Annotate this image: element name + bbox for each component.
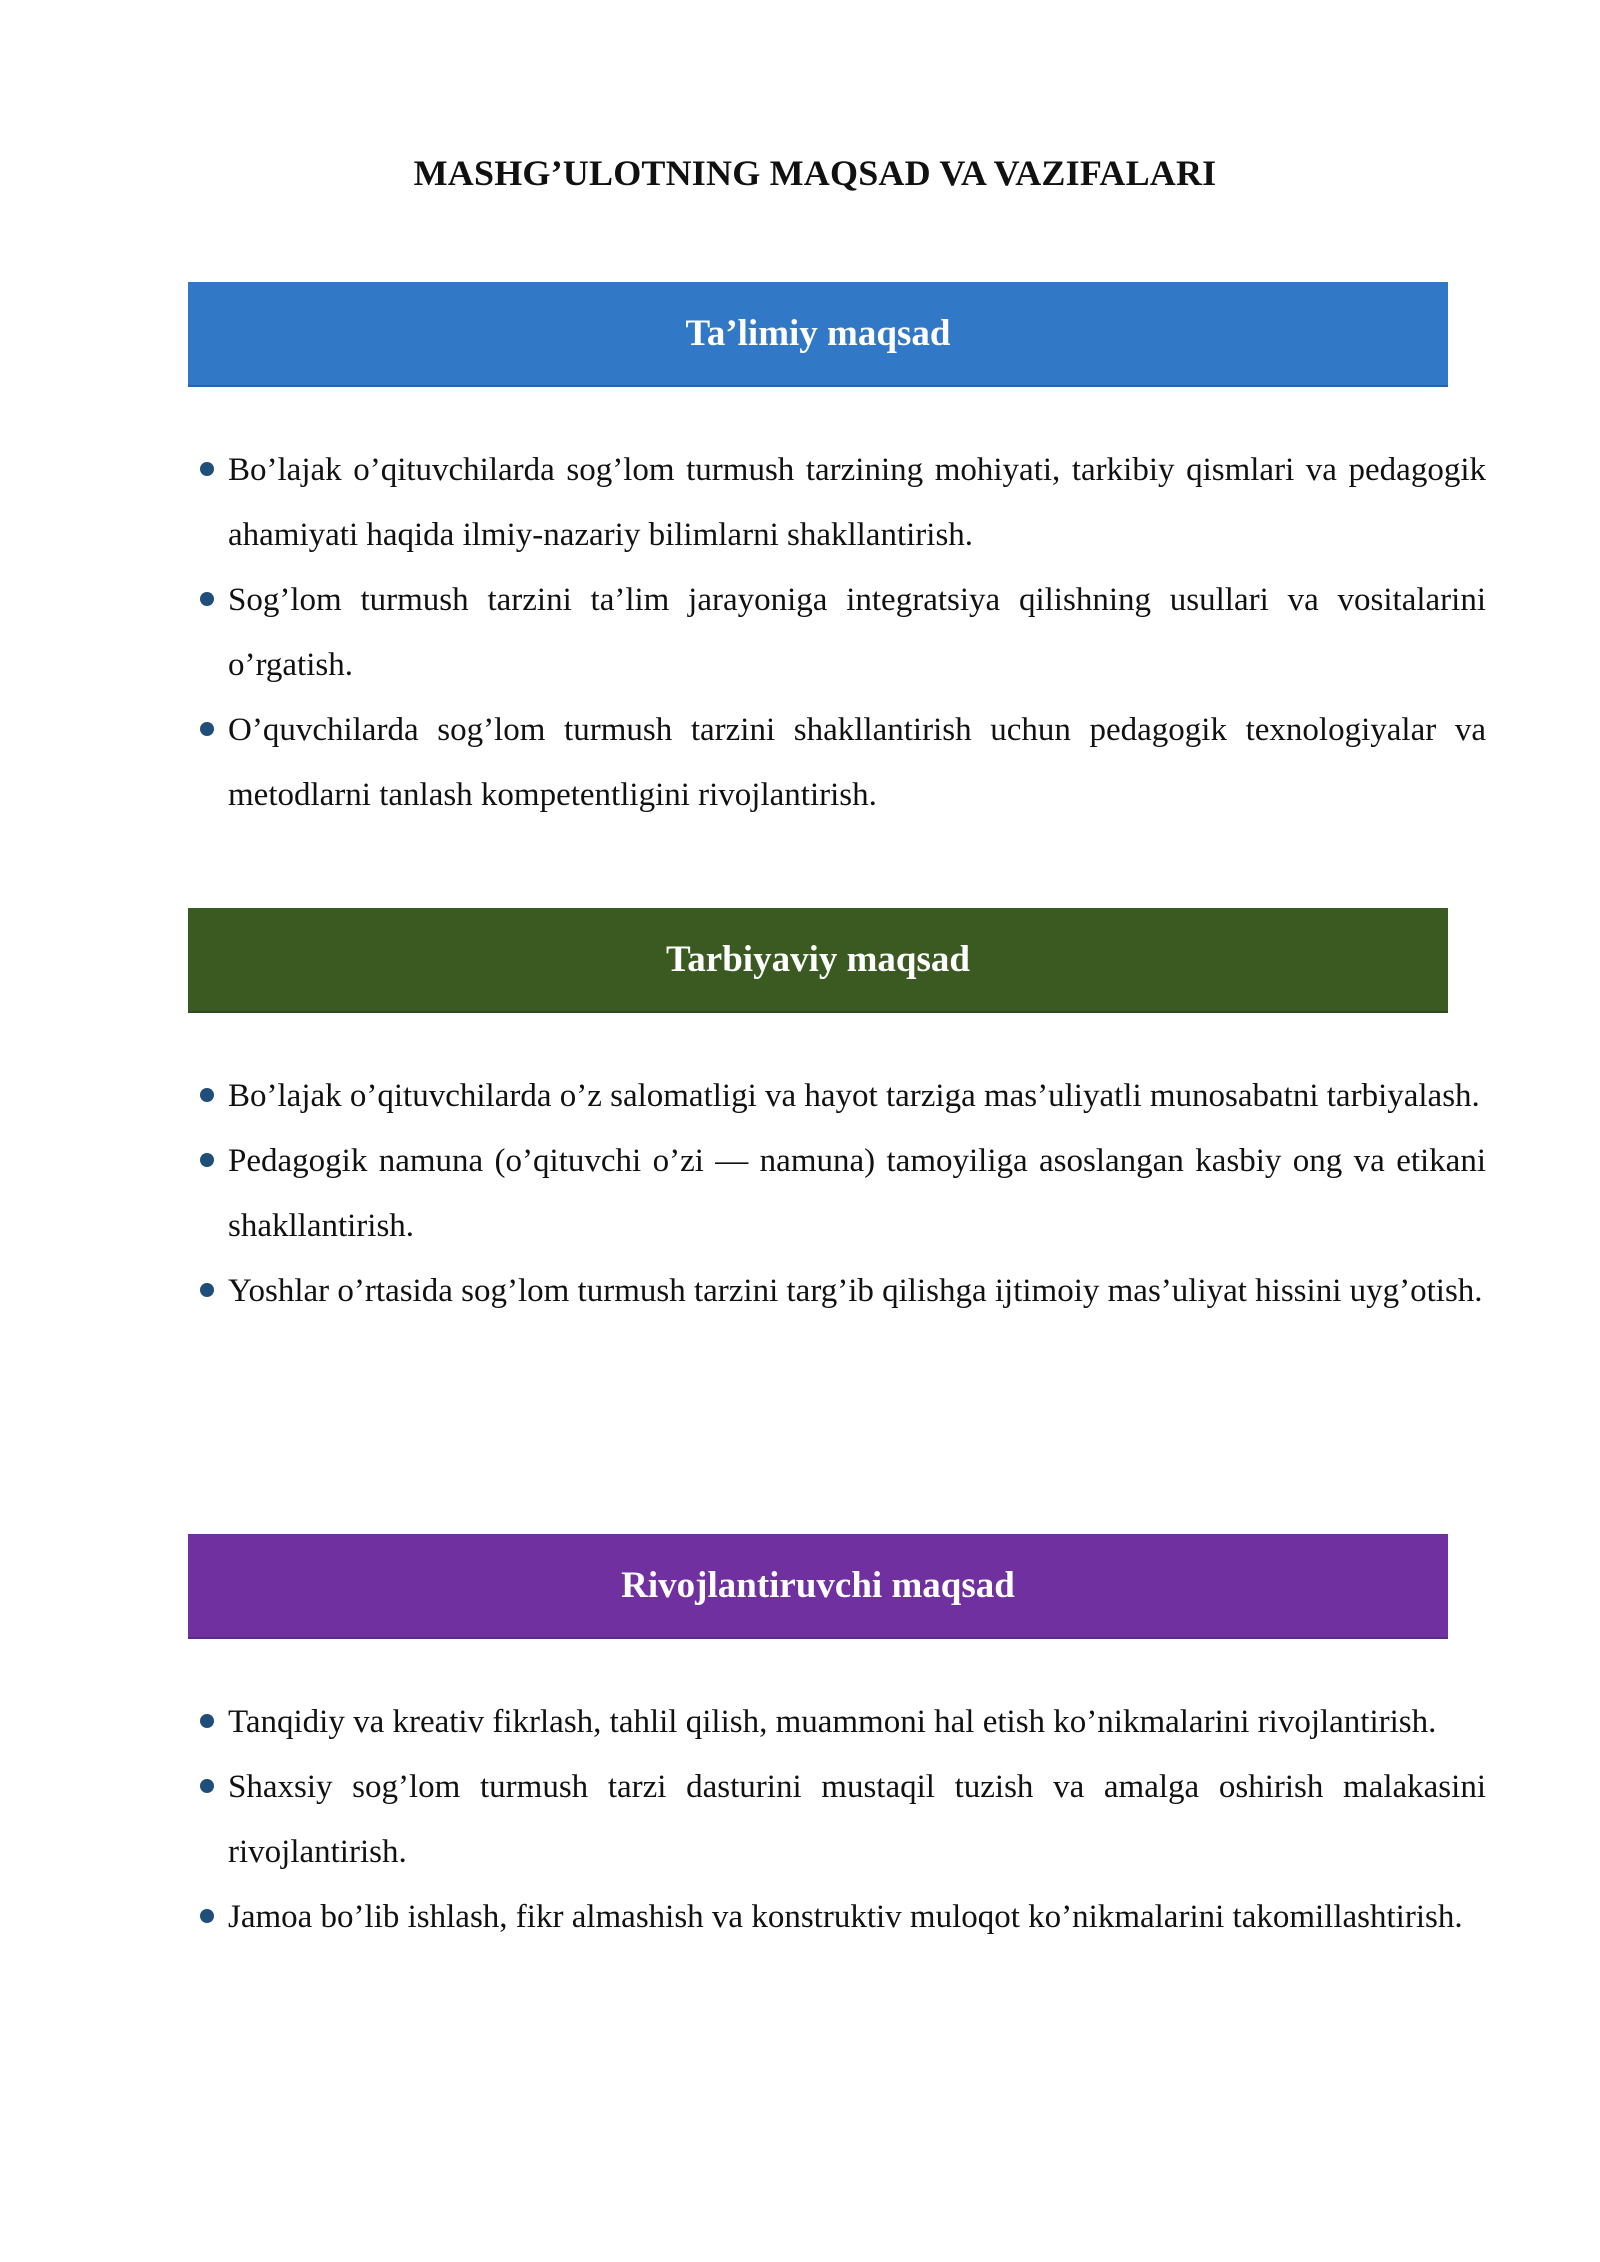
- bullet-dot-icon: [200, 722, 214, 736]
- list-item: [200, 438, 1486, 568]
- section-header-rivojlantiruvchi: Rivojlantiruvchi maqsad: [188, 1534, 1448, 1639]
- bullet-dot-icon: [200, 1714, 214, 1728]
- bullet-list-tarbiyaviy: [200, 1064, 1486, 1324]
- list-item: [200, 1885, 1486, 1950]
- list-item-text: Jamoa bo’lib ishlash, fikr almashish va konstruktiv muloqot ko’nikmalarini takomillashtirish.: [228, 1899, 1463, 1935]
- list-item-text: Bo’lajak o’qituvchilarda o’z salomatligi va hayot tarziga mas’uliyatli munosabatni tarbiyalash.: [228, 1078, 1480, 1114]
- list-item-text: Yoshlar o’rtasida sog’lom turmush tarzini targ’ib qilishga ijtimoiy mas’uliyat hissini uyg’otish.: [228, 1273, 1483, 1309]
- bullet-dot-icon: [200, 1909, 214, 1923]
- list-item-text: Pedagogik namuna (o’qituvchi o’zi — namuna) tamoyiliga asoslangan kasbiy ong va etikani shakllantirish.: [228, 1143, 1486, 1244]
- section-header-talimiy: Ta’limiy maqsad: [188, 282, 1448, 387]
- bullet-dot-icon: [200, 1779, 214, 1793]
- list-item: [200, 698, 1486, 828]
- bullet-list-talimiy: [200, 438, 1486, 828]
- page-title: MASHG’ULOTNING MAQSAD VA VAZIFALARI: [413, 153, 1217, 193]
- list-item-text: Sog’lom turmush tarzini ta’lim jarayoniga integratsiya qilishning usullari va vositalarini o’rgatish.: [228, 582, 1486, 683]
- bullet-list-rivojlantiruvchi: [200, 1690, 1486, 1950]
- list-item-text: Bo’lajak o’qituvchilarda sog’lom turmush tarzining mohiyati, tarkibiy qismlari va pedagogik ahamiyati haqida ilmiy-nazariy bilimlarni shakllantirish.: [228, 452, 1486, 553]
- bullet-dot-icon: [200, 1088, 214, 1102]
- bullet-dot-icon: [200, 1283, 214, 1297]
- bullet-dot-icon: [200, 462, 214, 476]
- list-item-text: Tanqidiy va kreativ fikrlash, tahlil qilish, muammoni hal etish ko’nikmalarini rivojlantirish.: [228, 1704, 1437, 1740]
- section-header-tarbiyaviy: Tarbiyaviy maqsad: [188, 908, 1448, 1013]
- list-item: [200, 1259, 1486, 1324]
- list-item: [200, 1064, 1486, 1129]
- list-item: [200, 568, 1486, 698]
- list-item: [200, 1690, 1486, 1755]
- bullet-dot-icon: [200, 592, 214, 606]
- list-item: [200, 1755, 1486, 1885]
- list-item: [200, 1129, 1486, 1259]
- bullet-dot-icon: [200, 1153, 214, 1167]
- list-item-text: Shaxsiy sog’lom turmush tarzi dasturini mustaqil tuzish va amalga oshirish malakasini rivojlantirish.: [228, 1769, 1486, 1870]
- list-item-text: O’quvchilarda sog’lom turmush tarzini shakllantirish uchun pedagogik texnologiyalar va metodlarni tanlash kompetentligini rivojlantirish.: [228, 712, 1486, 813]
